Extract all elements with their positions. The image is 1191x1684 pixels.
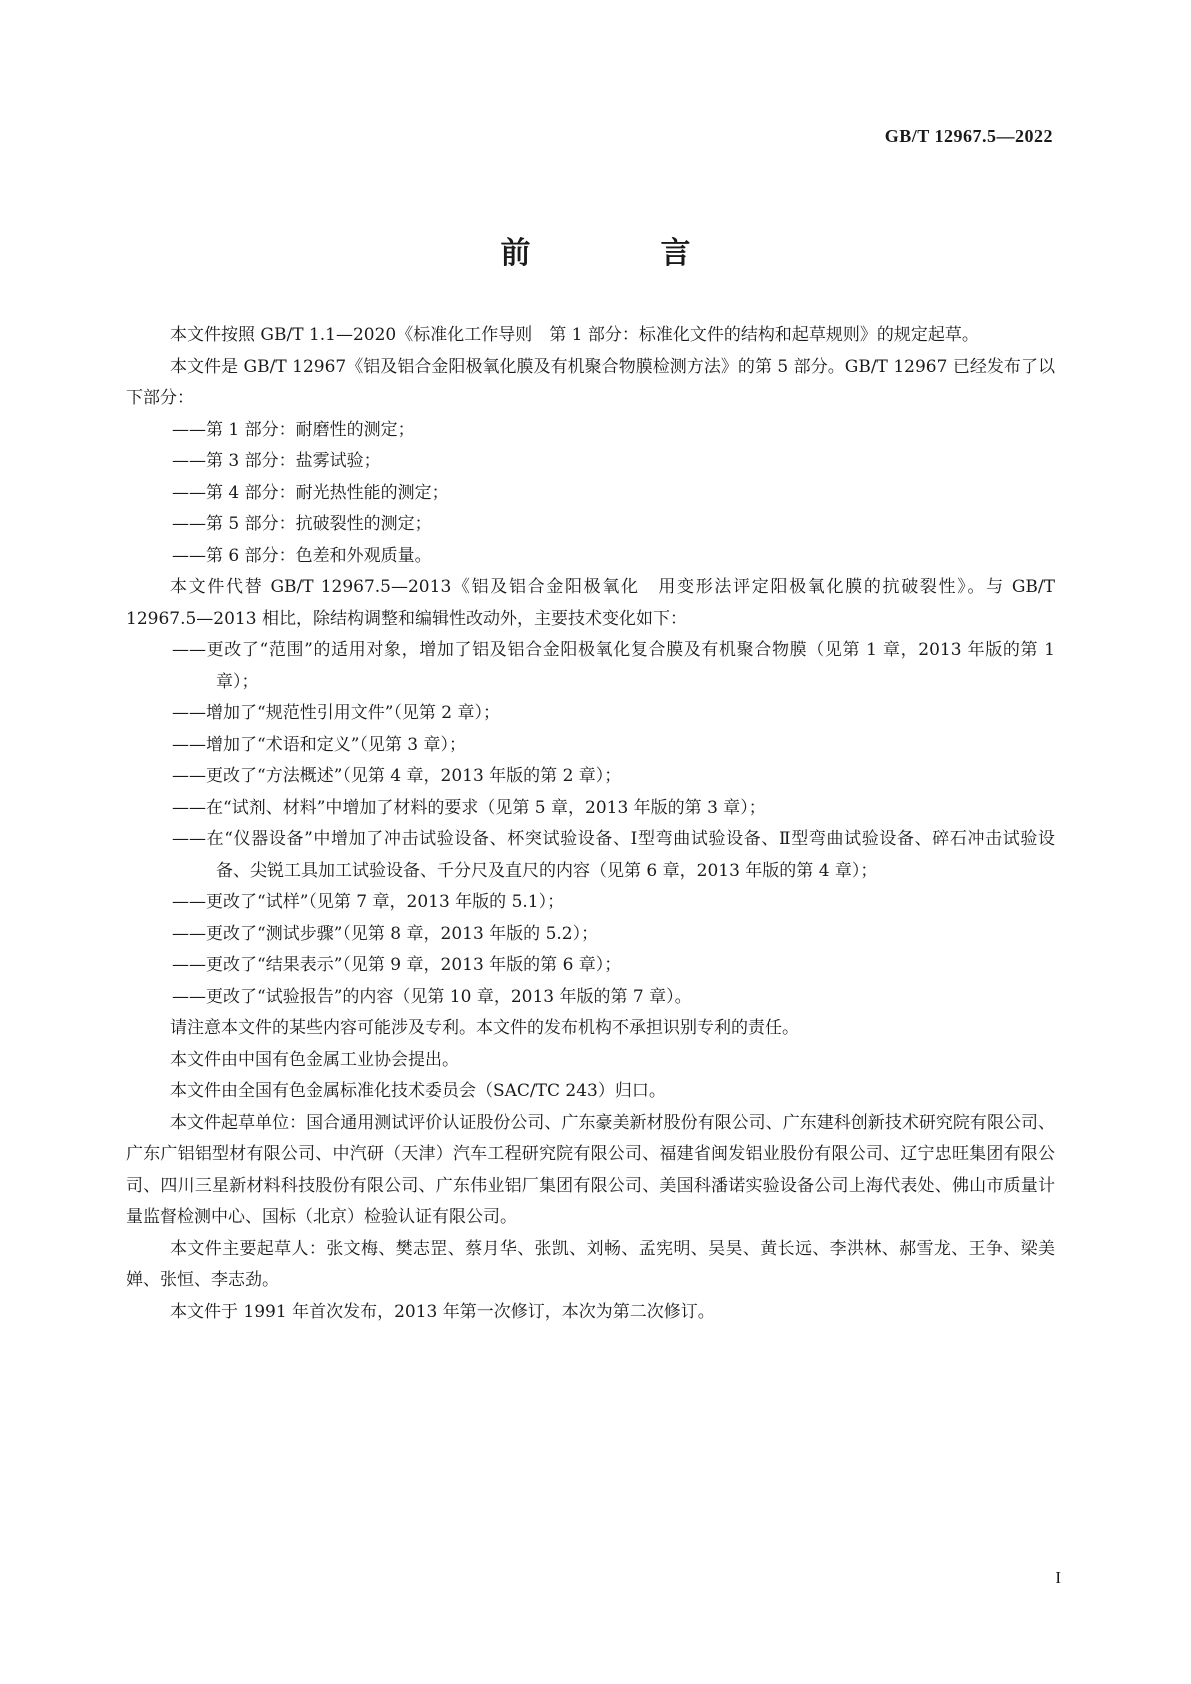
paragraph-drafters: 本文件主要起草人：张文梅、樊志罡、蔡月华、张凯、刘畅、孟宪明、吴昊、黄长远、李洪林、郝雪龙、王争、梁美婵、张恒、李志劲。: [126, 1238, 1055, 1290]
list-item: ——在“试剂、材料”中增加了材料的要求（见第 5 章，2013 年版的第 3 章）；: [172, 797, 766, 818]
list-item: ——第 6 部分：色差和外观质量。: [172, 545, 432, 566]
list-item: ——更改了“试样”（见第 7 章，2013 年版的 5.1）；: [172, 892, 565, 912]
list-item: ——增加了“术语和定义”（见第 3 章）；: [172, 734, 467, 755]
list-item: ——更改了“范围”的适用对象，增加了铝及铝合金阳极氧化复合膜及有机聚合物膜（见第 1 章，2013 年版的第 1 章）；: [172, 640, 1055, 692]
paragraph-history: 本文件于 1991 年首次发布，2013 年第一次修订，本次为第二次修订。: [170, 1301, 715, 1322]
paragraph-patent-notice: 请注意本文件的某些内容可能涉及专利。本文件的发布机构不承担识别专利的责任。: [170, 1018, 799, 1038]
list-item: ——第 3 部分：盐雾试验；: [172, 451, 381, 471]
list-item: ——第 1 部分：耐磨性的测定；: [172, 419, 415, 440]
list-item: ——更改了“结果表示”（见第 9 章，2013 年版的第 6 章）；: [172, 955, 622, 975]
paragraph-replacement: 本文件代替 GB/T 12967.5—2013《铝及铝合金阳极氧化 用变形法评定阳极氧化膜的抗破裂性》。与 GB/T 12967.5—2013 相比，除结构调整和编辑性改动外，主要技术变化如下：: [126, 577, 1055, 629]
list-item: ——更改了“方法概述”（见第 4 章，2013 年版的第 2 章）；: [172, 766, 622, 786]
page-title: 前 言: [500, 236, 741, 271]
paragraph-proposer: 本文件由中国有色金属工业协会提出。: [170, 1049, 459, 1070]
paragraph-drafting-units: 本文件起草单位：国合通用测试评价认证股份公司、广东豪美新材股份有限公司、广东建科创新技术研究院有限公司、广东广铝铝型材有限公司、中汽研（天津）汽车工程研究院有限公司、福建省闽发铝业股份有限公司、辽宁忠旺集团有限公司、四川三星新材料科技股份有限公司、广东伟业铝厂集团有限公司、美国科潘诺实验设备公司上海代表处、佛山市质量计量监督检测中心、国标（北京）检验认证有限公司。: [126, 1112, 1055, 1227]
list-item: ——更改了“测试步骤”（见第 8 章，2013 年版的 5.2）；: [172, 923, 599, 944]
list-item: ——更改了“试验报告”的内容（见第 10 章，2013 年版的第 7 章）。: [172, 986, 692, 1007]
paragraph-series-intro: 本文件是 GB/T 12967《铝及铝合金阳极氧化膜及有机聚合物膜检测方法》的第 5 部分。GB/T 12967 已经发布了以下部分：: [126, 356, 1055, 408]
paragraph-drafting-rules: 本文件按照 GB/T 1.1—2020《标准化工作导则 第 1 部分：标准化文件的结构和起草规则》的规定起草。: [170, 325, 979, 345]
list-item: ——增加了“规范性引用文件”（见第 2 章）；: [172, 703, 501, 723]
list-item: ——在“仪器设备”中增加了冲击试验设备、杯突试验设备、Ⅰ型弯曲试验设备、Ⅱ型弯曲试验设备、碎石冲击试验设备、尖锐工具加工试验设备、千分尺及直尺的内容（见第 6 章，2013 年版的第 4 章）；: [172, 829, 1055, 881]
paragraph-committee: 本文件由全国有色金属标准化技术委员会（SAC/TC 243）归口。: [170, 1081, 666, 1101]
document-code: GB/T 12967.5—2022: [884, 126, 1053, 146]
document-body: [126, 320, 1055, 1328]
page-number: I: [1055, 1568, 1061, 1587]
parts-list: [126, 415, 1055, 573]
changes-list: [126, 635, 1055, 1013]
list-item: ——第 4 部分：耐光热性能的测定；: [172, 482, 449, 503]
list-item: ——第 5 部分：抗破裂性的测定；: [172, 514, 432, 534]
